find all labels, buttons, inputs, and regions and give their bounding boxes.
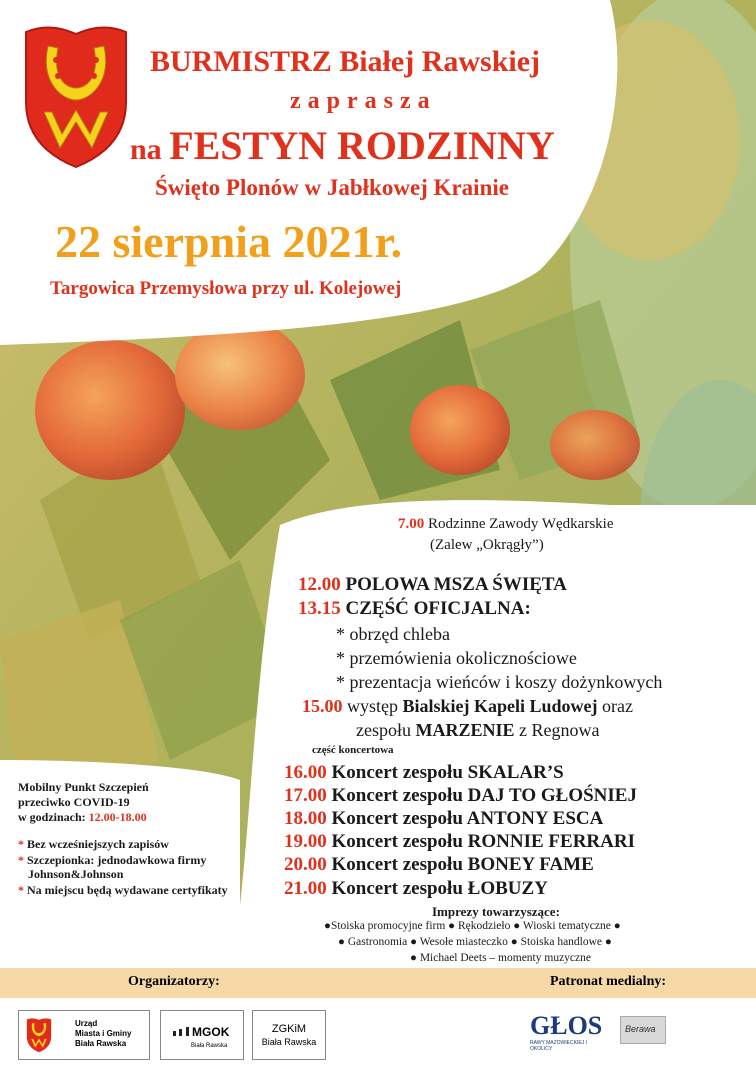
logo-subtext: RAWY MAZOWIECKIEJ I OKOLICY	[530, 1040, 587, 1052]
vaccination-hours-label: w godzinach:	[18, 810, 89, 824]
program-subitem: * prezentacja wieńców i koszy dożynkowych	[336, 672, 663, 692]
town-office-logo	[18, 1010, 150, 1060]
program-text: oraz	[597, 696, 634, 716]
program-subitem: * obrzęd chleba	[336, 624, 450, 644]
vaccination-bullet: * Bez wcześniejszych zapisów	[18, 837, 169, 851]
program-text: Koncert zespołu	[331, 831, 468, 852]
program-time: 12.00	[298, 574, 341, 595]
concert-item	[284, 831, 635, 853]
program-time: 16.00	[284, 762, 327, 783]
program-text: POLOWA MSZA ŚWIĘTA	[345, 574, 567, 595]
mgok-logo	[160, 1010, 244, 1060]
program-time: 15.00	[302, 696, 343, 716]
vaccination-heading: Mobilny Punkt Szczepień	[18, 780, 149, 794]
logo-subtext: Biała Rawska	[191, 1043, 228, 1049]
program-highlight: SKALAR’S	[467, 762, 564, 783]
program-highlight: Bialskiej Kapeli Ludowej	[402, 696, 598, 716]
events-title: Imprezy towarzyszące:	[432, 904, 560, 919]
footer-band	[0, 968, 756, 998]
concert-section-label: część koncertowa	[312, 744, 394, 756]
program-text: Koncert zespołu	[331, 808, 467, 829]
festival-title	[130, 122, 555, 169]
concert-item	[284, 785, 637, 807]
events-line: ●Stoiska promocyjne firm ● Rękodzieło ● Wioski tematyczne ●	[324, 920, 621, 932]
program-text: Koncert zespołu	[331, 762, 468, 783]
vaccination-bullet-text: Bez wcześniejszych zapisów	[27, 837, 169, 851]
program-time: 17.00	[284, 785, 327, 806]
program-highlight: DAJ TO GŁOŚNIEJ	[467, 785, 637, 806]
program-highlight: BONEY FAME	[467, 854, 594, 875]
logo-text: Urząd	[75, 1019, 98, 1028]
program-time: 20.00	[284, 854, 327, 875]
vaccination-bullet-text: Na miejscu będą wydawane certyfikaty	[27, 883, 228, 897]
berawa-logo	[620, 1016, 666, 1044]
program-highlight: MARZENIE	[415, 720, 515, 740]
coat-of-arms-icon	[20, 22, 132, 170]
program-text: (Zalew „Okrągły”)	[430, 537, 544, 553]
program-item	[298, 574, 567, 596]
program-text: CZĘŚĆ OFICJALNA:	[345, 598, 531, 619]
program-item	[398, 516, 614, 533]
program-highlight: ŁOBUZY	[467, 878, 548, 899]
vaccination-bullet: * Na miejscu będą wydawane certyfikaty	[18, 883, 228, 897]
program-text: występ	[347, 696, 403, 716]
program-text: Koncert zespołu	[331, 854, 468, 875]
events-line: ● Michael Deets – momenty muzyczne	[410, 952, 591, 964]
program-highlight: ANTONY ESCA	[466, 808, 604, 829]
program-highlight: RONNIE FERRARI	[467, 831, 635, 852]
festival-title-prefix: na	[130, 133, 170, 166]
mayor-heading: BURMISTRZ Białej Rawskiej	[150, 45, 541, 78]
program-text: Koncert zespołu	[331, 785, 468, 806]
festival-title-main: FESTYN RODZINNY	[169, 123, 555, 168]
program-text: Koncert zespołu	[331, 878, 468, 899]
program-item	[298, 598, 531, 620]
program-time: 19.00	[284, 831, 327, 852]
logo-text: Biała Rawska	[75, 1039, 127, 1048]
concert-item	[284, 808, 603, 830]
vaccination-bullet: * Szczepionka: jednodawkowa firmy Johnson&Johnson	[18, 853, 207, 881]
events-line: ● Gastronomia ● Wesołe miasteczko ● Stoiska handlowe ●	[338, 936, 612, 948]
concert-item	[284, 878, 548, 900]
organizers-label: Organizatorzy:	[128, 974, 220, 989]
program-time: 18.00	[284, 808, 327, 829]
vaccination-bullet-text: Szczepionka: jednodawkowa firmy Johnson&Johnson	[27, 853, 207, 881]
logo-text: GŁOS	[530, 1011, 603, 1040]
concert-item	[284, 854, 594, 876]
program-subitem: * przemówienia okolicznościowe	[336, 648, 577, 668]
program-item	[302, 696, 633, 717]
vaccination-subheading: przeciwko COVID-19	[18, 795, 130, 809]
logo-text: Berawa	[625, 1024, 656, 1034]
logo-text: ZGKiM	[271, 1023, 307, 1035]
program-item	[430, 537, 544, 554]
logo-text: Miasta i Gminy	[75, 1029, 132, 1038]
program-text: z Regnowa	[514, 720, 600, 740]
zgkim-logo	[252, 1010, 326, 1060]
program-text: Rodzinne Zawody Wędkarskie	[428, 516, 614, 532]
event-date: 22 sierpnia 2021r.	[55, 216, 403, 267]
vaccination-hours-value: 12.00-18.00	[88, 810, 147, 824]
concert-item	[284, 762, 564, 784]
logo-text: MGOK	[192, 1025, 230, 1039]
program-text: zespołu	[356, 720, 416, 740]
event-location: Targowica Przemysłowa przy ul. Kolejowej	[50, 278, 402, 299]
media-patronage-label: Patronat medialny:	[550, 974, 667, 989]
program-time: 7.00	[398, 516, 425, 532]
program-item	[356, 720, 599, 741]
glos-logo	[530, 1012, 610, 1052]
town-crest-icon	[25, 1017, 53, 1053]
invites-text: zaprasza	[290, 88, 437, 114]
vaccination-info	[18, 780, 228, 897]
vaccination-hours	[18, 810, 228, 825]
festival-subtitle: Święto Plonów w Jabłkowej Krainie	[155, 175, 509, 200]
logo-subtext: Biała Rawska	[261, 1037, 317, 1047]
program-time: 13.15	[298, 598, 341, 619]
program-time: 21.00	[284, 878, 327, 899]
